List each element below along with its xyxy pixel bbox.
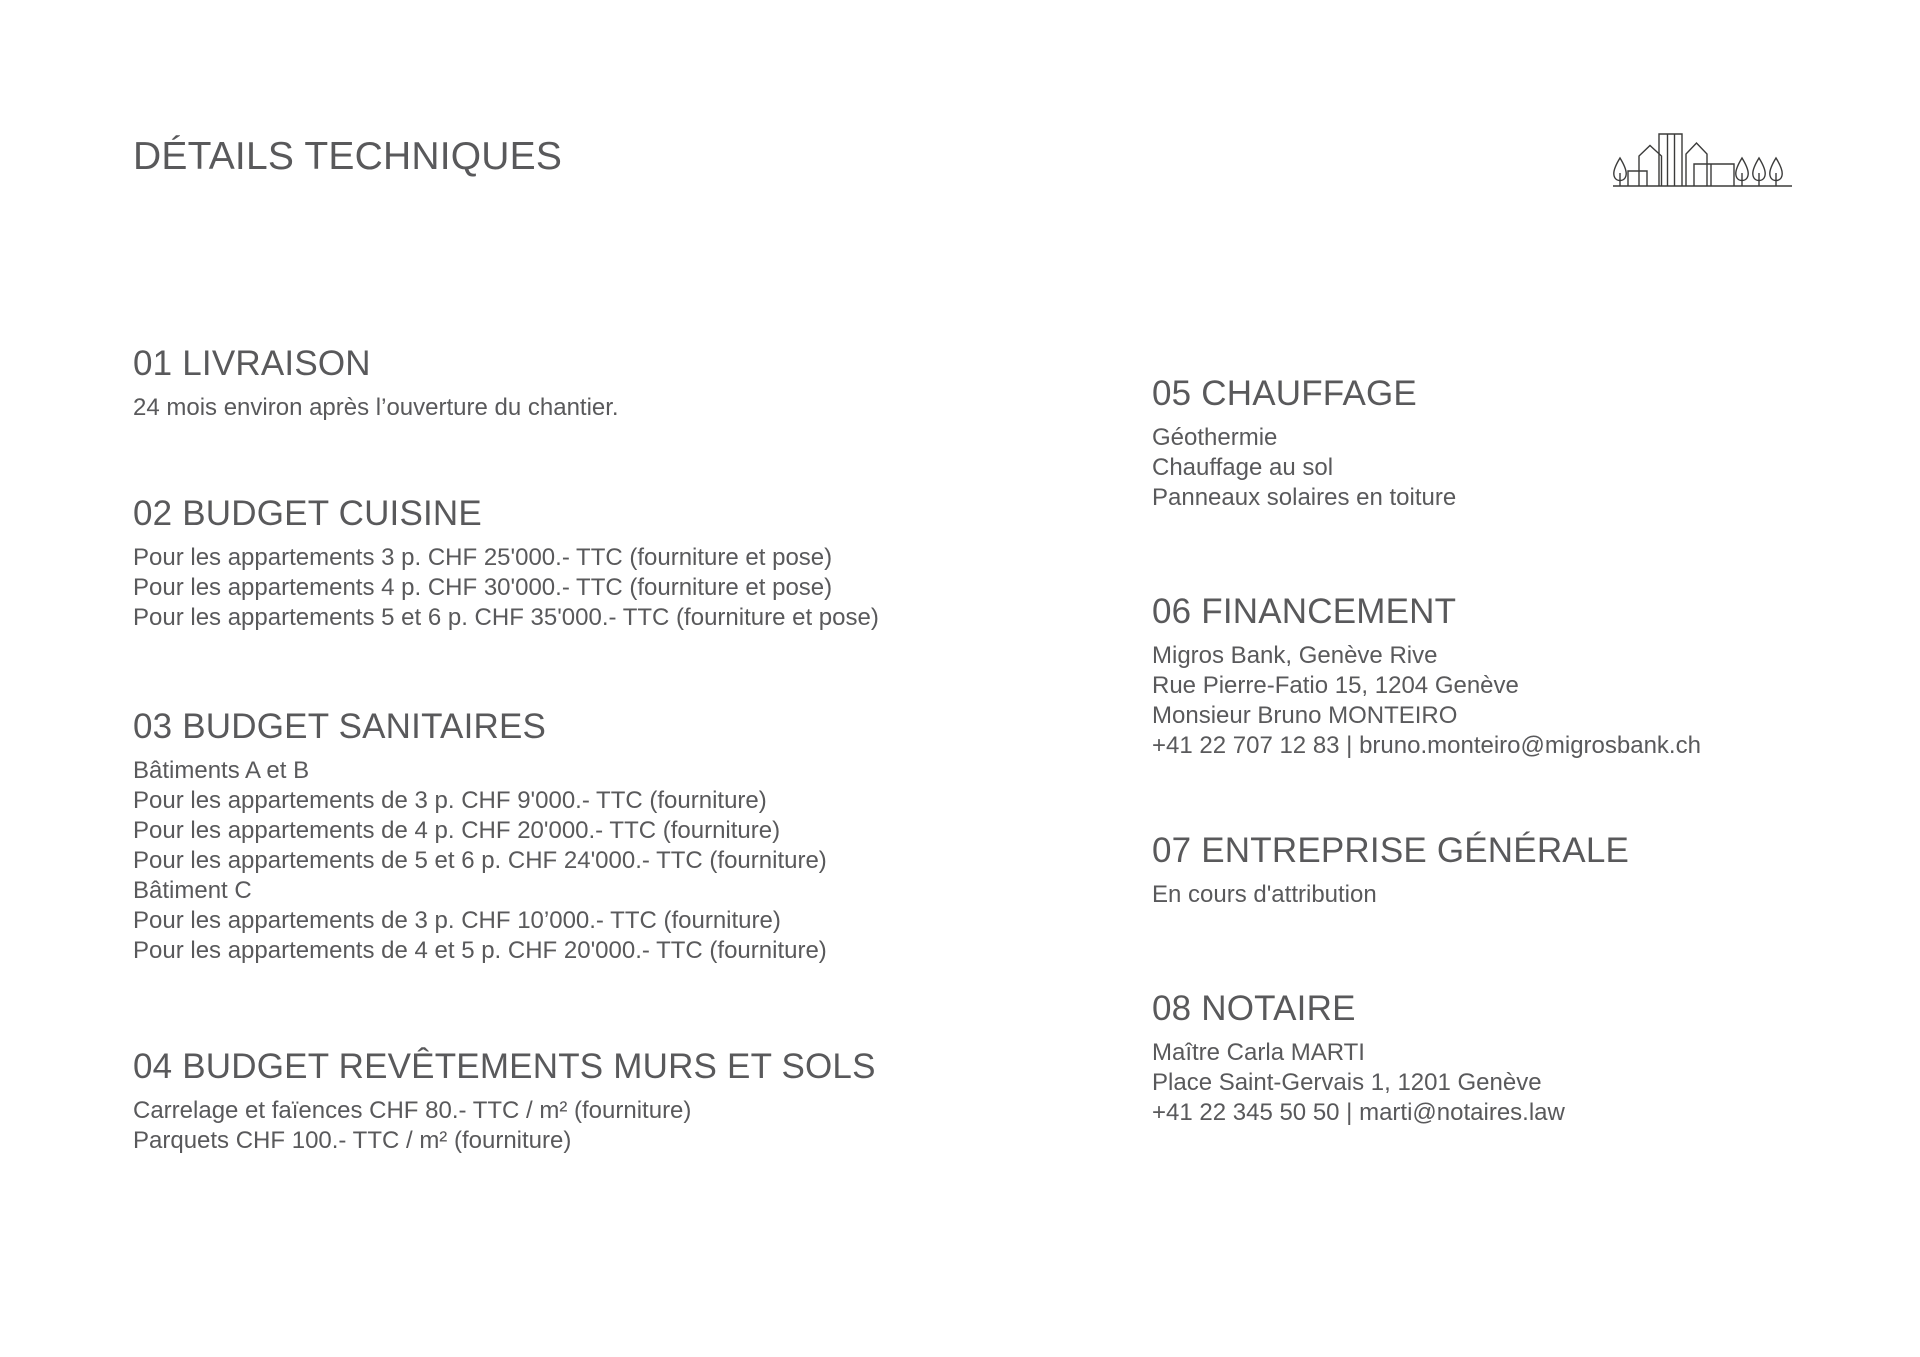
skyline-logo-icon — [1612, 118, 1796, 190]
section-budget-cuisine-line: Pour les appartements 3 p. CHF 25'000.- TTC (fourniture et pose) — [133, 544, 833, 571]
section-notaire-line: +41 22 345 50 50 | marti@notaires.law — [1152, 1099, 1565, 1126]
section-financement-line: Migros Bank, Genève Rive — [1152, 642, 1438, 669]
section-chauffage — [1152, 373, 1456, 513]
section-chauffage-line: Géothermie — [1152, 424, 1278, 451]
section-budget-revetements-line: Carrelage et faïences CHF 80.- TTC / m² (fourniture) — [133, 1097, 692, 1124]
section-financement-heading: 06 FINANCEMENT — [1152, 592, 1457, 631]
page-title: DÉTAILS TECHNIQUES — [133, 135, 563, 178]
section-budget-sanitaires-line: Pour les appartements de 3 p. CHF 10’000.- TTC (fourniture) — [133, 907, 781, 934]
section-notaire — [1152, 988, 1565, 1128]
section-notaire-heading: 08 NOTAIRE — [1152, 989, 1356, 1028]
section-budget-revetements-heading: 04 BUDGET REVÊTEMENTS MURS ET SOLS — [133, 1047, 876, 1086]
section-budget-sanitaires-line: Pour les appartements de 4 et 5 p. CHF 20'000.- TTC (fourniture) — [133, 937, 827, 964]
section-budget-sanitaires-line: Pour les appartements de 4 p. CHF 20'000.- TTC (fourniture) — [133, 817, 781, 844]
section-budget-revetements-line: Parquets CHF 100.- TTC / m² (fourniture) — [133, 1127, 572, 1154]
section-livraison-heading: 01 LIVRAISON — [133, 344, 371, 383]
section-financement-line: +41 22 707 12 83 | bruno.monteiro@migrosbank.ch — [1152, 732, 1701, 759]
section-budget-sanitaires-line: Pour les appartements de 5 et 6 p. CHF 24'000.- TTC (fourniture) — [133, 847, 827, 874]
section-financement-line: Monsieur Bruno MONTEIRO — [1152, 702, 1458, 729]
section-budget-revetements — [133, 1046, 876, 1156]
section-chauffage-line: Chauffage au sol — [1152, 454, 1334, 481]
section-financement — [1152, 591, 1701, 761]
section-notaire-line: Place Saint-Gervais 1, 1201 Genève — [1152, 1069, 1542, 1096]
section-chauffage-line: Panneaux solaires en toiture — [1152, 484, 1457, 511]
section-budget-sanitaires-line: Bâtiments A et B — [133, 757, 310, 784]
section-financement-line: Rue Pierre-Fatio 15, 1204 Genève — [1152, 672, 1519, 699]
section-budget-cuisine-line: Pour les appartements 4 p. CHF 30'000.- TTC (fourniture et pose) — [133, 574, 833, 601]
section-chauffage-heading: 05 CHAUFFAGE — [1152, 374, 1417, 413]
section-entreprise-generale-heading: 07 ENTREPRISE GÉNÉRALE — [1152, 831, 1630, 870]
section-livraison — [133, 343, 619, 423]
section-budget-sanitaires-heading: 03 BUDGET SANITAIRES — [133, 707, 547, 746]
section-budget-sanitaires-line: Pour les appartements de 3 p. CHF 9'000.- TTC (fourniture) — [133, 787, 767, 814]
section-entreprise-generale — [1152, 830, 1629, 910]
section-livraison-line: 24 mois environ après l’ouverture du chantier. — [133, 394, 619, 421]
section-budget-cuisine — [133, 493, 879, 633]
section-budget-cuisine-line: Pour les appartements 5 et 6 p. CHF 35'000.- TTC (fourniture et pose) — [133, 604, 879, 631]
section-notaire-line: Maître Carla MARTI — [1152, 1039, 1365, 1066]
section-budget-sanitaires — [133, 706, 827, 966]
section-entreprise-generale-line: En cours d'attribution — [1152, 881, 1377, 908]
section-budget-cuisine-heading: 02 BUDGET CUISINE — [133, 494, 482, 533]
section-budget-sanitaires-line: Bâtiment C — [133, 877, 252, 904]
